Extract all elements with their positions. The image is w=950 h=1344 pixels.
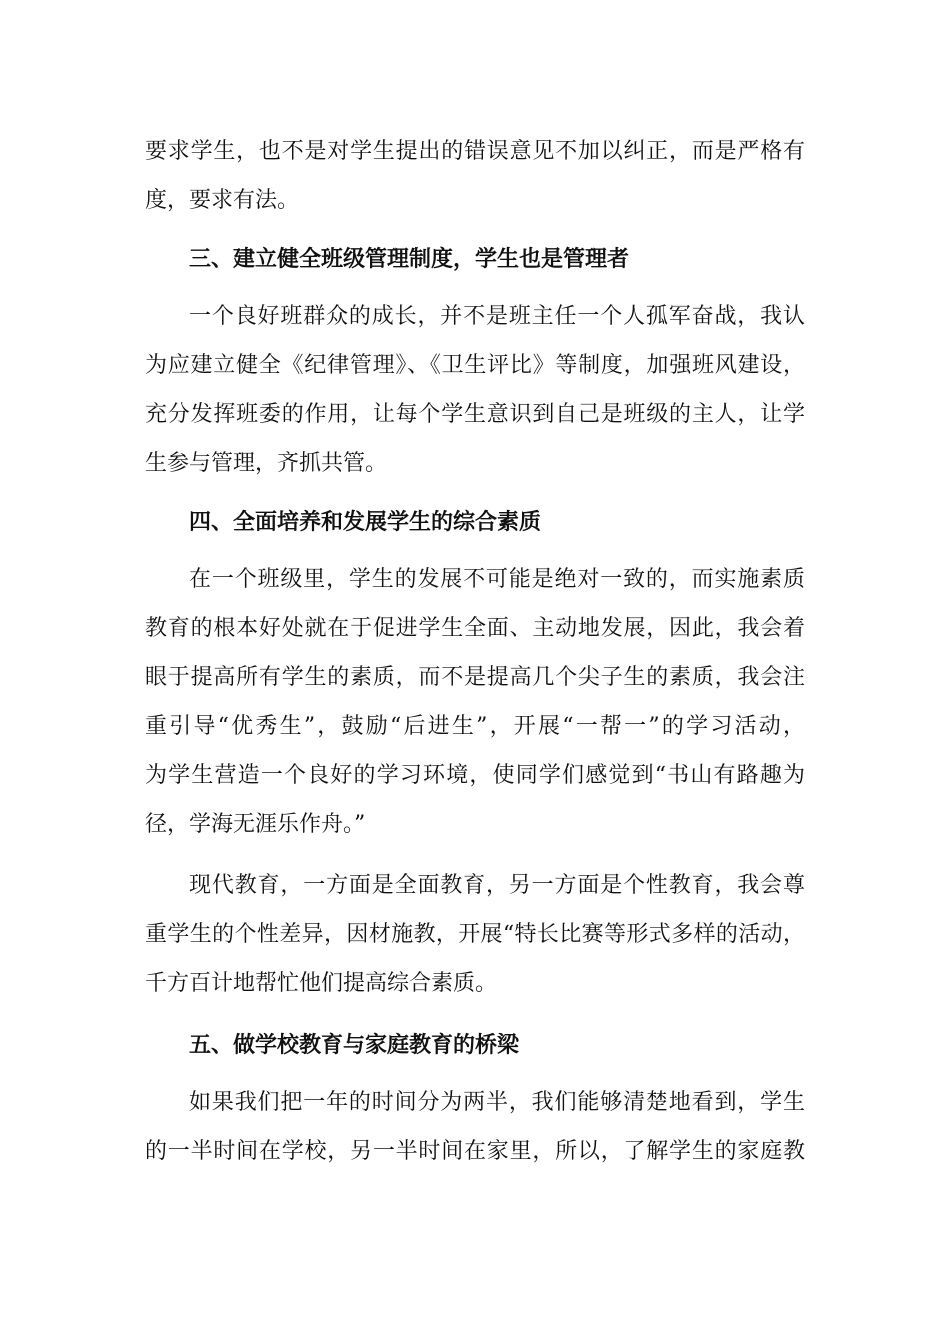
paragraph-line: 重引导“优秀生”，鼓励“后进生”，开展“一帮一”的学习活动， xyxy=(145,714,805,739)
paragraph-line: 为学生营造一个良好的学习环境，使同学们感觉到“书山有路趣为 xyxy=(145,763,805,788)
paragraph-line: 要求学生，也不是对学生提出的错误意见不加以纠正，而是严格有 xyxy=(145,139,805,164)
paragraph-line: 千方百计地帮忙他们提高综合素质。 xyxy=(145,971,498,996)
section-heading-3: 三、建立健全班级管理制度，学生也是管理者 xyxy=(189,246,630,272)
paragraph-line: 径，学海无涯乐作舟。” xyxy=(145,812,366,837)
paragraph-line: 眼于提高所有学生的素质，而不是提高几个尖子生的素质，我会注 xyxy=(145,665,805,690)
paragraph-line: 现代教育，一方面是全面教育，另一方面是个性教育，我会尊 xyxy=(189,873,805,898)
section-heading-4: 四、全面培养和发展学生的综合素质 xyxy=(189,509,542,535)
paragraph-line: 重学生的个性差异，因材施教，开展“特长比赛等形式多样的活动， xyxy=(145,922,805,947)
section-heading-5: 五、做学校教育与家庭教育的桥梁 xyxy=(189,1032,520,1058)
paragraph-line: 充分发挥班委的作用，让每个学生意识到自己是班级的主人，让学 xyxy=(145,402,805,427)
paragraph-line: 生参与管理，齐抓共管。 xyxy=(145,451,388,476)
paragraph-line: 在一个班级里，学生的发展不可能是绝对一致的，而实施素质 xyxy=(189,567,805,592)
paragraph-line: 为应建立健全《纪律管理》、《卫生评比》等制度，加强班风建设， xyxy=(145,353,805,378)
paragraph-line: 如果我们把一年的时间分为两半，我们能够清楚地看到，学生 xyxy=(189,1090,805,1115)
paragraph-line: 度，要求有法。 xyxy=(145,188,300,213)
paragraph-line: 的一半时间在学校，另一半时间在家里，所以，了解学生的家庭教 xyxy=(145,1139,805,1164)
paragraph-line: 一个良好班群众的成长，并不是班主任一个人孤军奋战，我认 xyxy=(189,304,805,329)
paragraph-line: 教育的根本好处就在于促进学生全面、主动地发展，因此，我会着 xyxy=(145,616,805,641)
